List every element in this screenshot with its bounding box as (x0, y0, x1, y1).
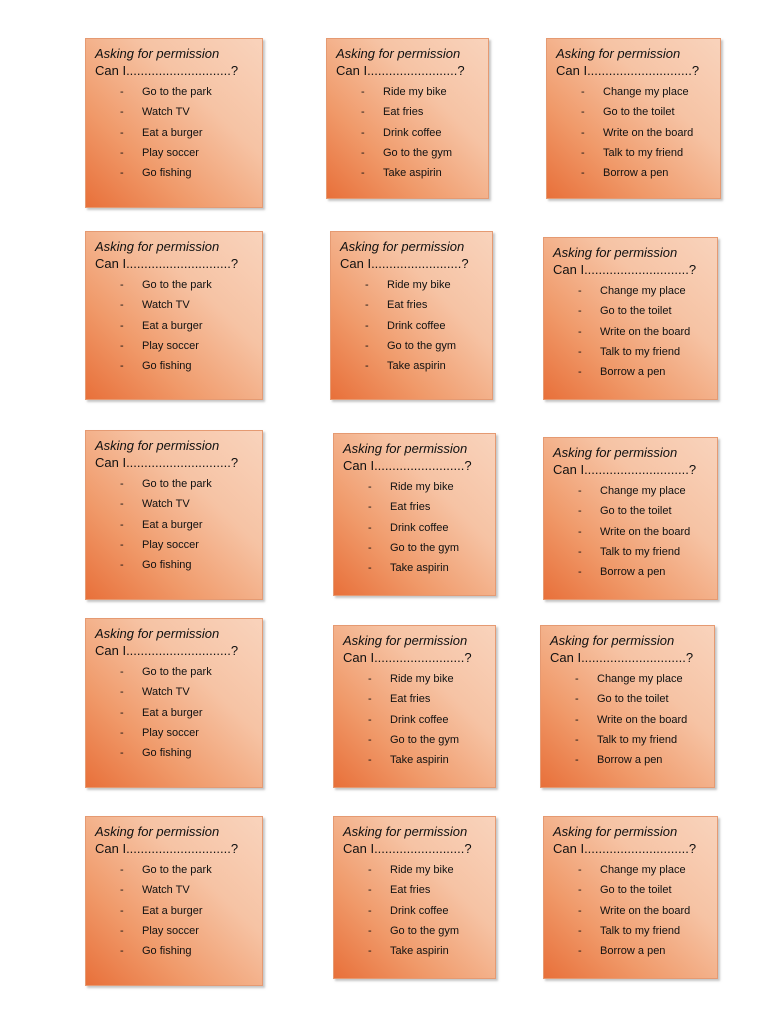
phrase-list (553, 860, 709, 961)
phrase-text: Write on the board (600, 325, 691, 338)
phrase-item (368, 750, 487, 770)
card-prompt: Can I.............................? (556, 63, 700, 78)
phrase-text: Talk to my friend (600, 924, 681, 937)
phrase-item (581, 163, 712, 183)
phrase-text: Change my place (597, 673, 683, 685)
bullet-dash: - (368, 945, 372, 958)
phrase-item (581, 102, 712, 122)
phrase-item (368, 730, 487, 750)
bullet-dash: - (578, 945, 582, 958)
phrase-text: Drink coffee (383, 126, 442, 139)
phrase-text: Borrow a pen (597, 754, 663, 767)
bullet-dash: - (578, 884, 582, 897)
phrase-text: Eat fries (390, 501, 431, 514)
bullet-dash: - (120, 747, 124, 760)
phrase-item (368, 689, 487, 709)
card-title: Asking for permission (95, 824, 220, 839)
phrase-text: Borrow a pen (600, 566, 666, 579)
bullet-dash: - (578, 525, 582, 538)
phrase-item (120, 275, 254, 295)
phrase-text: Eat a burger (142, 518, 203, 531)
bullet-dash: - (120, 706, 124, 719)
phrase-item (120, 163, 254, 183)
phrase-item (365, 275, 484, 295)
phrase-text: Go to the park (142, 478, 212, 490)
phrase-item (368, 901, 487, 921)
phrase-item (120, 880, 254, 900)
bullet-dash: - (581, 146, 585, 159)
phrase-text: Talk to my friend (600, 545, 681, 558)
card-prompt: Can I.............................? (550, 650, 694, 665)
card-title: Asking for permission (343, 824, 468, 839)
phrase-text: Drink coffee (390, 713, 449, 726)
phrase-list (95, 275, 254, 376)
phrase-list (336, 82, 480, 183)
phrase-item (361, 102, 480, 122)
phrase-item (578, 860, 709, 880)
phrase-item (120, 743, 254, 763)
bullet-dash: - (368, 904, 372, 917)
bullet-dash: - (361, 86, 365, 98)
bullet-dash: - (575, 733, 579, 746)
phrase-text: Borrow a pen (603, 167, 669, 180)
bullet-dash: - (578, 545, 582, 558)
card-prompt: Can I.........................? (343, 650, 472, 665)
bullet-dash: - (120, 924, 124, 937)
bullet-dash: - (578, 505, 582, 518)
phrase-text: Take aspirin (383, 167, 442, 180)
permission-card (333, 433, 496, 596)
phrase-item (120, 860, 254, 880)
card-title: Asking for permission (95, 239, 220, 254)
bullet-dash: - (578, 345, 582, 358)
bullet-dash: - (120, 339, 124, 352)
phrase-list (340, 275, 484, 376)
bullet-dash: - (365, 299, 369, 312)
permission-card (546, 38, 721, 199)
bullet-dash: - (120, 146, 124, 159)
bullet-dash: - (368, 673, 372, 685)
bullet-dash: - (368, 713, 372, 726)
bullet-dash: - (578, 305, 582, 318)
phrase-list (95, 860, 254, 961)
phrase-item (578, 562, 709, 582)
phrase-text: Go to the park (142, 666, 212, 678)
bullet-dash: - (120, 299, 124, 312)
phrase-text: Watch TV (142, 498, 190, 511)
phrase-list (550, 669, 706, 770)
phrase-text: Watch TV (142, 299, 190, 312)
bullet-dash: - (120, 518, 124, 531)
bullet-dash: - (120, 864, 124, 876)
phrase-item (120, 555, 254, 575)
bullet-dash: - (120, 686, 124, 699)
bullet-dash: - (578, 485, 582, 497)
card-prompt: Can I.........................? (336, 63, 465, 78)
bullet-dash: - (581, 167, 585, 180)
phrase-text: Ride my bike (390, 481, 454, 493)
bullet-dash: - (368, 501, 372, 514)
card-prompt: Can I.............................? (553, 841, 697, 856)
phrase-item (581, 123, 712, 143)
permission-card (85, 38, 263, 208)
phrase-text: Eat fries (390, 693, 431, 706)
phrase-item (578, 281, 709, 301)
card-prompt: Can I.............................? (95, 63, 239, 78)
phrase-item (120, 494, 254, 514)
phrase-item (361, 123, 480, 143)
permission-card (85, 816, 263, 986)
phrase-item (365, 356, 484, 376)
card-title: Asking for permission (550, 633, 675, 648)
phrase-text: Talk to my friend (597, 733, 678, 746)
phrase-item (368, 477, 487, 497)
bullet-dash: - (578, 325, 582, 338)
card-prompt: Can I.............................? (95, 455, 239, 470)
card-title: Asking for permission (95, 626, 220, 641)
phrase-item (120, 295, 254, 315)
card-title: Asking for permission (340, 239, 465, 254)
phrase-text: Talk to my friend (603, 146, 684, 159)
phrase-text: Play soccer (142, 339, 199, 352)
permission-card (540, 625, 715, 788)
card-title: Asking for permission (95, 438, 220, 453)
phrase-item (368, 518, 487, 538)
bullet-dash: - (578, 904, 582, 917)
phrase-item (581, 143, 712, 163)
bullet-dash: - (120, 167, 124, 180)
phrase-text: Ride my bike (390, 673, 454, 685)
bullet-dash: - (120, 360, 124, 373)
phrase-list (343, 669, 487, 770)
phrase-item (365, 316, 484, 336)
phrase-list (95, 82, 254, 183)
phrase-item (361, 82, 480, 102)
phrase-item (120, 143, 254, 163)
phrase-text: Play soccer (142, 726, 199, 739)
card-prompt: Can I.............................? (95, 841, 239, 856)
bullet-dash: - (120, 904, 124, 917)
phrase-item (575, 750, 706, 770)
phrase-text: Go fishing (142, 747, 192, 760)
bullet-dash: - (578, 566, 582, 579)
phrase-text: Write on the board (603, 126, 694, 139)
phrase-item (120, 682, 254, 702)
permission-card (85, 231, 263, 400)
phrase-text: Eat a burger (142, 706, 203, 719)
phrase-item (368, 497, 487, 517)
phrase-text: Go to the toilet (597, 693, 669, 706)
card-prompt: Can I.............................? (95, 643, 239, 658)
card-title: Asking for permission (553, 445, 678, 460)
card-prompt: Can I.............................? (95, 256, 239, 271)
bullet-dash: - (120, 666, 124, 678)
bullet-dash: - (120, 538, 124, 551)
phrase-text: Play soccer (142, 924, 199, 937)
phrase-item (361, 163, 480, 183)
phrase-item (361, 143, 480, 163)
phrase-text: Eat a burger (142, 126, 203, 139)
phrase-item (368, 941, 487, 961)
phrase-item (578, 301, 709, 321)
bullet-dash: - (578, 924, 582, 937)
phrase-item (120, 82, 254, 102)
bullet-dash: - (361, 106, 365, 119)
phrase-text: Watch TV (142, 106, 190, 119)
permission-card (543, 237, 718, 400)
bullet-dash: - (120, 884, 124, 897)
phrase-item (575, 669, 706, 689)
bullet-dash: - (368, 521, 372, 534)
phrase-item (578, 542, 709, 562)
phrase-item (578, 501, 709, 521)
bullet-dash: - (361, 126, 365, 139)
permission-card (333, 816, 496, 979)
card-title: Asking for permission (343, 441, 468, 456)
phrase-text: Change my place (600, 485, 686, 497)
phrase-list (95, 474, 254, 575)
phrase-text: Go to the gym (390, 541, 460, 554)
phrase-text: Drink coffee (390, 904, 449, 917)
phrase-text: Go fishing (142, 945, 192, 958)
phrase-text: Go fishing (142, 559, 192, 572)
phrase-item (120, 703, 254, 723)
phrase-item (575, 710, 706, 730)
permission-card (85, 618, 263, 788)
phrase-list (553, 481, 709, 582)
phrase-item (578, 901, 709, 921)
permission-card (330, 231, 493, 400)
phrase-text: Borrow a pen (600, 945, 666, 958)
phrase-text: Take aspirin (390, 562, 449, 575)
phrase-list (343, 860, 487, 961)
permission-card (543, 816, 718, 979)
phrase-item (578, 481, 709, 501)
phrase-text: Write on the board (597, 713, 688, 726)
bullet-dash: - (120, 319, 124, 332)
phrase-text: Eat fries (383, 106, 424, 119)
bullet-dash: - (578, 366, 582, 379)
bullet-dash: - (368, 884, 372, 897)
bullet-dash: - (368, 693, 372, 706)
card-title: Asking for permission (553, 245, 678, 260)
phrase-text: Eat fries (387, 299, 428, 312)
bullet-dash: - (578, 864, 582, 876)
phrase-text: Go to the park (142, 864, 212, 876)
card-prompt: Can I.........................? (340, 256, 469, 271)
phrase-text: Go to the toilet (600, 884, 672, 897)
card-title: Asking for permission (95, 46, 220, 61)
bullet-dash: - (120, 86, 124, 98)
phrase-text: Take aspirin (387, 360, 446, 373)
bullet-dash: - (120, 498, 124, 511)
phrase-text: Write on the board (600, 904, 691, 917)
phrase-list (95, 662, 254, 763)
phrase-item (368, 921, 487, 941)
card-title: Asking for permission (336, 46, 461, 61)
phrase-item (120, 316, 254, 336)
card-prompt: Can I.........................? (343, 841, 472, 856)
bullet-dash: - (365, 360, 369, 373)
bullet-dash: - (120, 726, 124, 739)
bullet-dash: - (365, 279, 369, 291)
phrase-item (578, 880, 709, 900)
phrase-item (575, 730, 706, 750)
phrase-text: Change my place (603, 86, 689, 98)
phrase-text: Change my place (600, 864, 686, 876)
bullet-dash: - (575, 754, 579, 767)
bullet-dash: - (365, 319, 369, 332)
phrase-text: Eat a burger (142, 319, 203, 332)
phrase-text: Go to the park (142, 86, 212, 98)
bullet-dash: - (361, 146, 365, 159)
phrase-text: Write on the board (600, 525, 691, 538)
phrase-item (578, 322, 709, 342)
bullet-dash: - (581, 106, 585, 119)
bullet-dash: - (368, 541, 372, 554)
phrase-item (120, 662, 254, 682)
bullet-dash: - (368, 481, 372, 493)
phrase-text: Go to the gym (390, 733, 460, 746)
bullet-dash: - (361, 167, 365, 180)
phrase-text: Take aspirin (390, 945, 449, 958)
bullet-dash: - (120, 478, 124, 490)
card-prompt: Can I.............................? (553, 462, 697, 477)
bullet-dash: - (581, 86, 585, 98)
phrase-text: Go to the toilet (600, 505, 672, 518)
phrase-item (120, 515, 254, 535)
phrase-item (120, 723, 254, 743)
permission-card (333, 625, 496, 788)
bullet-dash: - (120, 106, 124, 119)
phrase-text: Go fishing (142, 360, 192, 373)
phrase-item (368, 538, 487, 558)
permission-card (543, 437, 718, 600)
phrase-item (120, 941, 254, 961)
card-title: Asking for permission (553, 824, 678, 839)
bullet-dash: - (365, 339, 369, 352)
phrase-text: Go fishing (142, 167, 192, 180)
phrase-item (368, 710, 487, 730)
phrase-text: Take aspirin (390, 754, 449, 767)
phrase-item (120, 921, 254, 941)
phrase-text: Watch TV (142, 884, 190, 897)
phrase-text: Borrow a pen (600, 366, 666, 379)
card-title: Asking for permission (343, 633, 468, 648)
phrase-text: Play soccer (142, 146, 199, 159)
phrase-text: Play soccer (142, 538, 199, 551)
phrase-text: Go to the gym (387, 339, 457, 352)
bullet-dash: - (575, 673, 579, 685)
phrase-text: Go to the toilet (603, 106, 675, 119)
phrase-text: Talk to my friend (600, 345, 681, 358)
phrase-text: Go to the gym (390, 924, 460, 937)
permission-card (85, 430, 263, 600)
phrase-text: Ride my bike (383, 86, 447, 98)
phrase-item (581, 82, 712, 102)
phrase-text: Ride my bike (387, 279, 451, 291)
phrase-list (556, 82, 712, 183)
phrase-text: Eat fries (390, 884, 431, 897)
phrase-text: Go to the toilet (600, 305, 672, 318)
phrase-text: Go to the gym (383, 146, 453, 159)
bullet-dash: - (575, 693, 579, 706)
phrase-text: Go to the park (142, 279, 212, 291)
permission-card (326, 38, 489, 199)
phrase-item (365, 336, 484, 356)
phrase-item (575, 689, 706, 709)
phrase-item (578, 921, 709, 941)
phrase-item (120, 123, 254, 143)
bullet-dash: - (368, 754, 372, 767)
phrase-item (578, 941, 709, 961)
phrase-item (368, 880, 487, 900)
phrase-text: Change my place (600, 285, 686, 297)
card-title: Asking for permission (556, 46, 681, 61)
bullet-dash: - (368, 733, 372, 746)
bullet-dash: - (368, 864, 372, 876)
phrase-text: Eat a burger (142, 904, 203, 917)
bullet-dash: - (120, 279, 124, 291)
phrase-list (553, 281, 709, 382)
phrase-item (365, 295, 484, 315)
phrase-item (120, 356, 254, 376)
bullet-dash: - (120, 945, 124, 958)
phrase-item (578, 342, 709, 362)
bullet-dash: - (581, 126, 585, 139)
phrase-text: Watch TV (142, 686, 190, 699)
phrase-list (343, 477, 487, 578)
bullet-dash: - (575, 713, 579, 726)
bullet-dash: - (368, 562, 372, 575)
bullet-dash: - (120, 559, 124, 572)
phrase-item (120, 102, 254, 122)
phrase-item (368, 860, 487, 880)
phrase-item (120, 474, 254, 494)
phrase-item (120, 535, 254, 555)
phrase-item (368, 669, 487, 689)
bullet-dash: - (368, 924, 372, 937)
card-prompt: Can I.............................? (553, 262, 697, 277)
phrase-item (578, 522, 709, 542)
phrase-text: Drink coffee (387, 319, 446, 332)
phrase-item (368, 558, 487, 578)
phrase-item (120, 336, 254, 356)
card-prompt: Can I.........................? (343, 458, 472, 473)
phrase-text: Drink coffee (390, 521, 449, 534)
bullet-dash: - (120, 126, 124, 139)
phrase-item (120, 901, 254, 921)
bullet-dash: - (578, 285, 582, 297)
phrase-text: Ride my bike (390, 864, 454, 876)
phrase-item (578, 362, 709, 382)
